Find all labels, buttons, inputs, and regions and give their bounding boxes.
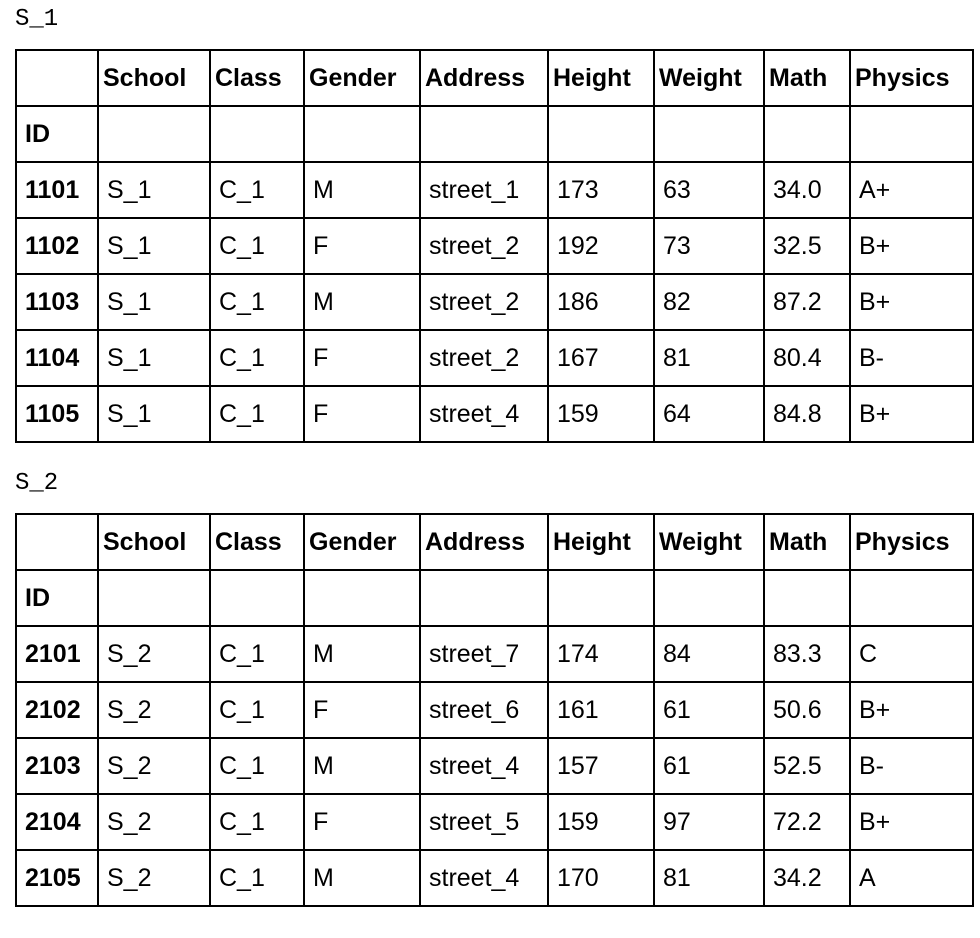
- row-id: 1105: [16, 386, 98, 442]
- col-header-school: School: [98, 514, 210, 570]
- col-header-math: Math: [764, 50, 850, 106]
- cell-height: 159: [548, 794, 654, 850]
- empty-cell: [654, 570, 764, 626]
- cell-address: street_1: [420, 162, 548, 218]
- cell-height: 170: [548, 850, 654, 906]
- cell-weight: 63: [654, 162, 764, 218]
- cell-math: 34.2: [764, 850, 850, 906]
- empty-cell: [210, 570, 304, 626]
- cell-class: C_1: [210, 162, 304, 218]
- cell-weight: 64: [654, 386, 764, 442]
- cell-height: 174: [548, 626, 654, 682]
- cell-weight: 81: [654, 330, 764, 386]
- cell-gender: M: [304, 274, 420, 330]
- col-header-height: Height: [548, 50, 654, 106]
- cell-physics: C: [850, 626, 973, 682]
- cell-height: 167: [548, 330, 654, 386]
- blank-corner-cell: [16, 514, 98, 570]
- empty-cell: [210, 106, 304, 162]
- col-header-address: Address: [420, 514, 548, 570]
- cell-math: 83.3: [764, 626, 850, 682]
- index-name-row: [16, 570, 973, 626]
- cell-address: street_5: [420, 794, 548, 850]
- cell-gender: M: [304, 626, 420, 682]
- cell-physics: B+: [850, 386, 973, 442]
- cell-class: C_1: [210, 682, 304, 738]
- cell-math: 80.4: [764, 330, 850, 386]
- cell-address: street_2: [420, 218, 548, 274]
- cell-height: 186: [548, 274, 654, 330]
- cell-weight: 81: [654, 850, 764, 906]
- cell-class: C_1: [210, 330, 304, 386]
- cell-math: 84.8: [764, 386, 850, 442]
- empty-cell: [98, 570, 210, 626]
- cell-physics: B-: [850, 330, 973, 386]
- cell-class: C_1: [210, 386, 304, 442]
- cell-math: 34.0: [764, 162, 850, 218]
- cell-weight: 61: [654, 738, 764, 794]
- table-row: [16, 162, 973, 218]
- cell-address: street_4: [420, 850, 548, 906]
- empty-cell: [420, 106, 548, 162]
- cell-physics: B-: [850, 738, 973, 794]
- col-header-weight: Weight: [654, 514, 764, 570]
- cell-gender: M: [304, 738, 420, 794]
- col-header-school: School: [98, 50, 210, 106]
- row-id: 2102: [16, 682, 98, 738]
- table-row: [16, 626, 973, 682]
- cell-physics: A: [850, 850, 973, 906]
- cell-class: C_1: [210, 850, 304, 906]
- index-name-label: ID: [16, 570, 98, 626]
- empty-cell: [764, 570, 850, 626]
- empty-cell: [420, 570, 548, 626]
- cell-height: 157: [548, 738, 654, 794]
- cell-school: S_2: [98, 850, 210, 906]
- row-id: 2103: [16, 738, 98, 794]
- cell-math: 87.2: [764, 274, 850, 330]
- blank-corner-cell: [16, 50, 98, 106]
- cell-school: S_2: [98, 626, 210, 682]
- index-name-label: ID: [16, 106, 98, 162]
- cell-math: 32.5: [764, 218, 850, 274]
- row-id: 2101: [16, 626, 98, 682]
- row-id: 1101: [16, 162, 98, 218]
- cell-address: street_6: [420, 682, 548, 738]
- empty-cell: [654, 106, 764, 162]
- empty-cell: [548, 106, 654, 162]
- cell-physics: B+: [850, 794, 973, 850]
- col-header-height: Height: [548, 514, 654, 570]
- cell-address: street_4: [420, 386, 548, 442]
- cell-address: street_2: [420, 330, 548, 386]
- cell-school: S_2: [98, 682, 210, 738]
- empty-cell: [304, 570, 420, 626]
- cell-weight: 97: [654, 794, 764, 850]
- cell-class: C_1: [210, 626, 304, 682]
- cell-math: 72.2: [764, 794, 850, 850]
- column-header-row: [16, 514, 973, 570]
- dataframe-table-s2: [15, 513, 974, 907]
- index-name-row: [16, 106, 973, 162]
- cell-physics: B+: [850, 274, 973, 330]
- column-header-row: [16, 50, 973, 106]
- cell-height: 173: [548, 162, 654, 218]
- col-header-physics: Physics: [850, 50, 973, 106]
- cell-gender: F: [304, 218, 420, 274]
- cell-school: S_1: [98, 274, 210, 330]
- row-id: 1103: [16, 274, 98, 330]
- cell-math: 52.5: [764, 738, 850, 794]
- cell-school: S_1: [98, 386, 210, 442]
- empty-cell: [98, 106, 210, 162]
- cell-math: 50.6: [764, 682, 850, 738]
- cell-class: C_1: [210, 274, 304, 330]
- cell-gender: F: [304, 330, 420, 386]
- cell-class: C_1: [210, 738, 304, 794]
- cell-school: S_1: [98, 330, 210, 386]
- table-row: [16, 218, 973, 274]
- cell-weight: 84: [654, 626, 764, 682]
- cell-address: street_7: [420, 626, 548, 682]
- group-caption-s2: S_2: [15, 470, 59, 497]
- empty-cell: [764, 106, 850, 162]
- cell-school: S_2: [98, 738, 210, 794]
- row-id: 1104: [16, 330, 98, 386]
- table-row: [16, 738, 973, 794]
- table-row: [16, 850, 973, 906]
- col-header-class: Class: [210, 514, 304, 570]
- cell-school: S_2: [98, 794, 210, 850]
- cell-weight: 82: [654, 274, 764, 330]
- group-caption-s1: S_1: [15, 6, 59, 33]
- cell-address: street_2: [420, 274, 548, 330]
- col-header-weight: Weight: [654, 50, 764, 106]
- empty-cell: [850, 570, 973, 626]
- cell-class: C_1: [210, 794, 304, 850]
- col-header-gender: Gender: [304, 50, 420, 106]
- empty-cell: [850, 106, 973, 162]
- dataframe-table-s1: [15, 49, 974, 443]
- cell-gender: F: [304, 682, 420, 738]
- table-row: [16, 274, 973, 330]
- cell-height: 161: [548, 682, 654, 738]
- table-row: [16, 682, 973, 738]
- cell-school: S_1: [98, 218, 210, 274]
- col-header-class: Class: [210, 50, 304, 106]
- cell-gender: M: [304, 850, 420, 906]
- table-row: [16, 330, 973, 386]
- empty-cell: [304, 106, 420, 162]
- table-row: [16, 794, 973, 850]
- cell-class: C_1: [210, 218, 304, 274]
- cell-physics: B+: [850, 218, 973, 274]
- col-header-physics: Physics: [850, 514, 973, 570]
- col-header-math: Math: [764, 514, 850, 570]
- cell-gender: F: [304, 386, 420, 442]
- cell-address: street_4: [420, 738, 548, 794]
- cell-gender: M: [304, 162, 420, 218]
- row-id: 2104: [16, 794, 98, 850]
- cell-school: S_1: [98, 162, 210, 218]
- cell-physics: B+: [850, 682, 973, 738]
- col-header-gender: Gender: [304, 514, 420, 570]
- col-header-address: Address: [420, 50, 548, 106]
- empty-cell: [548, 570, 654, 626]
- row-id: 1102: [16, 218, 98, 274]
- row-id: 2105: [16, 850, 98, 906]
- cell-physics: A+: [850, 162, 973, 218]
- cell-height: 192: [548, 218, 654, 274]
- cell-weight: 61: [654, 682, 764, 738]
- table-row: [16, 386, 973, 442]
- cell-gender: F: [304, 794, 420, 850]
- cell-weight: 73: [654, 218, 764, 274]
- cell-height: 159: [548, 386, 654, 442]
